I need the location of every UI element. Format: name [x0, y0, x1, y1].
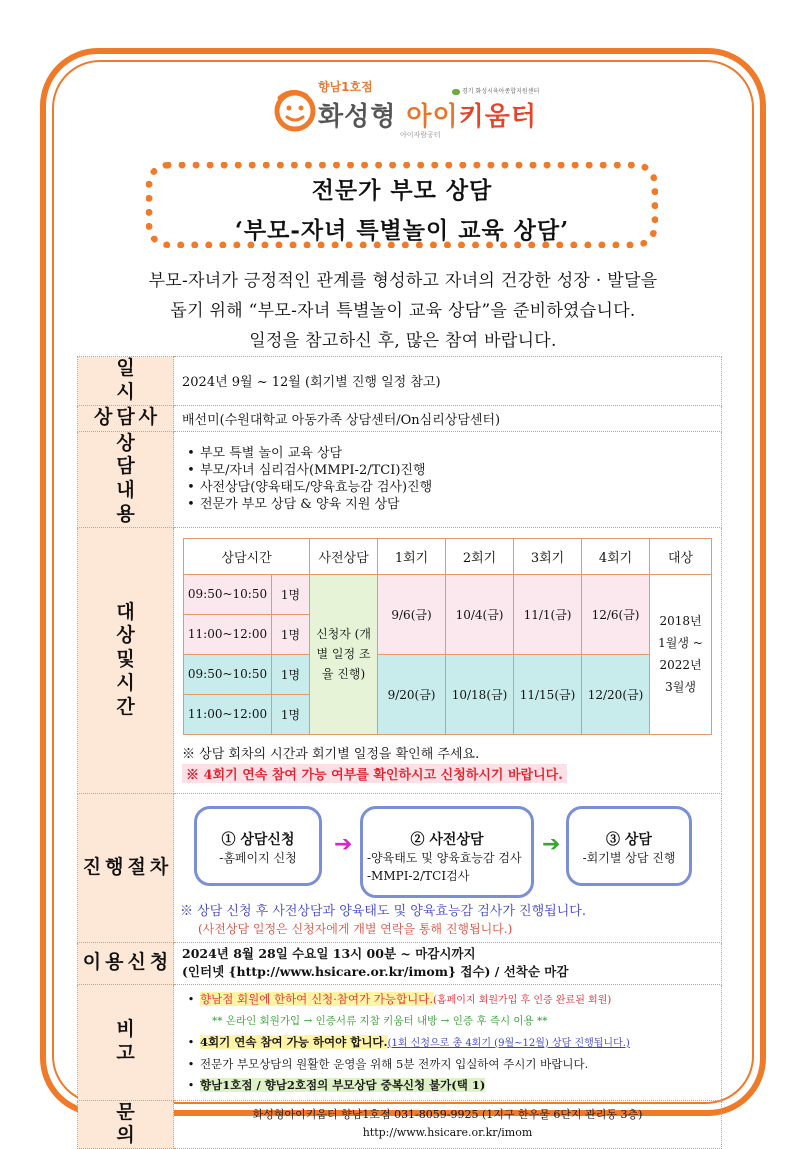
step-apply: ① 상담신청 -홈페이지 신청	[194, 806, 322, 886]
label-date: 일 시	[78, 357, 174, 406]
date-cell: 10/18(금)	[446, 654, 514, 734]
date-cell: 11/1(금)	[514, 574, 582, 654]
step-consult: ③ 상담 -회기별 상담 진행	[566, 806, 692, 886]
label-counselor: 상담사	[78, 405, 174, 431]
page-subtitle: ‘부모-자녀 특별놀이 교육 상담’	[234, 217, 570, 244]
time-cell: 11:00~12:00	[184, 614, 272, 654]
date-value: 2024년 9월 ~ 12월 (회기별 진행 일정 참고)	[174, 357, 722, 406]
page-title: 전문가 부모 상담	[311, 177, 493, 204]
process-note: ※ 상담 신청 후 사전상담과 양육태도 및 양육효능감 검사가 진행됩니다.	[180, 903, 586, 919]
schedule-cell	[174, 527, 722, 793]
header-pre: 사전상담	[310, 538, 378, 574]
time-cell: 09:50~10:50	[184, 654, 272, 694]
count-cell: 1명	[272, 654, 310, 694]
smiling-face-icon	[272, 86, 318, 132]
date-cell: 12/6(금)	[582, 574, 650, 654]
time-cell: 09:50~10:50	[184, 574, 272, 614]
org-logo-icon	[452, 89, 460, 95]
header-session-3: 3회기	[514, 538, 582, 574]
process-flow	[174, 794, 721, 942]
header-session-4: 4회기	[582, 538, 650, 574]
schedule-table	[183, 538, 712, 735]
list-item: • 부모/자녀 심리검사(MMPI-2/TCI)진행	[182, 462, 713, 479]
header-session-2: 2회기	[446, 538, 514, 574]
counselor-value: 배선미(수원대학교 아동가족 상담센터/On심리상담센터)	[174, 405, 722, 431]
list-item: • 전문가 부모상담의 원활한 운영을 위해 5분 전까지 입실하여 주시기 바랍니다.	[182, 1054, 713, 1075]
list-item: • 4회기 연속 참여 가능 하여야 합니다.(1회 신청으로 총 4회기 (9월~12월) 상담 진행됩니다.)	[182, 1032, 713, 1054]
list-item: • 향남점 회원에 한하여 신청·참여가 가능합니다.(홈페이지 회원가입 후 인증 완료된 회원)	[182, 989, 713, 1011]
remarks-cell	[174, 984, 722, 1100]
date-cell: 11/15(금)	[514, 654, 582, 734]
contact-cell	[174, 1100, 722, 1149]
org-name: 경기 화성시육아종합지원센터	[452, 86, 539, 95]
header-time: 상담시간	[184, 538, 310, 574]
label-remarks: 비 고	[78, 984, 174, 1100]
label-schedule: 대 상 및 시 간	[78, 527, 174, 793]
intro-line-3: 일정을 참고하신 후, 많은 참여 바랍니다.	[249, 331, 557, 351]
schedule-note: ※ 상담 회차의 시간과 회기별 일정을 확인해 주세요.	[182, 746, 480, 762]
logo-name: 화성형 아이키움터	[318, 102, 537, 132]
content-list	[182, 445, 713, 513]
apply-cell	[174, 942, 722, 984]
content-list-cell	[174, 431, 722, 527]
label-content: 상 담 내 용	[78, 431, 174, 527]
target-cell: 2018년 1월생 ~ 2022년 3월생	[650, 574, 712, 734]
arrow-right-icon: ➔	[334, 831, 353, 857]
label-contact: 문 의	[78, 1100, 174, 1149]
label-process: 진행절차	[78, 793, 174, 942]
logo-tagline: 아이자람공터	[400, 131, 441, 139]
list-item: ** 온라인 회원가입 → 인증서류 지참 키움터 내방 → 인증 후 즉시 이용 **	[212, 1014, 548, 1027]
intro-line-2: 돕기 위해 “부모-자녀 특별놀이 교육 상담”을 준비하였습니다.	[170, 301, 636, 321]
remarks-list	[182, 989, 713, 1096]
list-item: • 전문가 부모 상담 & 양육 지원 상담	[182, 496, 713, 513]
list-item: • 사전상담(양육태도/양육효능감 검사)진행	[182, 479, 713, 496]
step-preconsult: ② 사전상담 -양육태도 및 양육효능감 검사 -MMPI-2/TCI검사	[360, 806, 534, 898]
list-item: • 부모 특별 놀이 교육 상담	[182, 445, 713, 462]
date-cell: 12/20(금)	[582, 654, 650, 734]
time-cell: 11:00~12:00	[184, 694, 272, 734]
contact-info: 화성형아이키움터 향남1호점 031-8059-9925 (1지구 한우물 6단지 관리동 3층)	[252, 1108, 643, 1122]
process-cell	[174, 793, 722, 942]
apply-period: 2024년 8월 28일 수요일 13시 00분 ~ 마감시까지	[182, 946, 476, 961]
logo-branch: 향남1호점	[318, 80, 373, 94]
intro-line-1: 부모-자녀가 긍정적인 관계를 형성하고 자녀의 건강한 성장 · 발달을	[148, 271, 658, 291]
label-apply: 이용신청	[78, 942, 174, 984]
date-cell: 9/6(금)	[378, 574, 446, 654]
arrow-right-icon: ➔	[542, 831, 561, 857]
date-cell: 9/20(금)	[378, 654, 446, 734]
header-target: 대상	[650, 538, 712, 574]
count-cell: 1명	[272, 694, 310, 734]
header-session-1: 1회기	[378, 538, 446, 574]
process-subnote: (사전상담 일정은 신청자에게 개별 연락을 통해 진행됩니다.)	[198, 921, 513, 936]
date-cell: 10/4(금)	[446, 574, 514, 654]
list-item: • 향남1호점 / 향남2호점의 부모상담 중복신청 불가(택 1)	[182, 1075, 713, 1096]
count-cell: 1명	[272, 574, 310, 614]
info-table	[77, 356, 722, 1149]
count-cell: 1명	[272, 614, 310, 654]
contact-url[interactable]: http://www.hsicare.or.kr/imom	[362, 1126, 533, 1140]
apply-method: (인터넷 {http://www.hsicare.or.kr/imom} 접수) / 선착순 마감	[182, 964, 569, 979]
pre-consult-cell: 신청자 (개별 일정 조율 진행)	[310, 574, 378, 734]
schedule-warning: ※ 4회기 연속 참여 가능 여부를 확인하시고 신청하시기 바랍니다.	[182, 764, 567, 783]
